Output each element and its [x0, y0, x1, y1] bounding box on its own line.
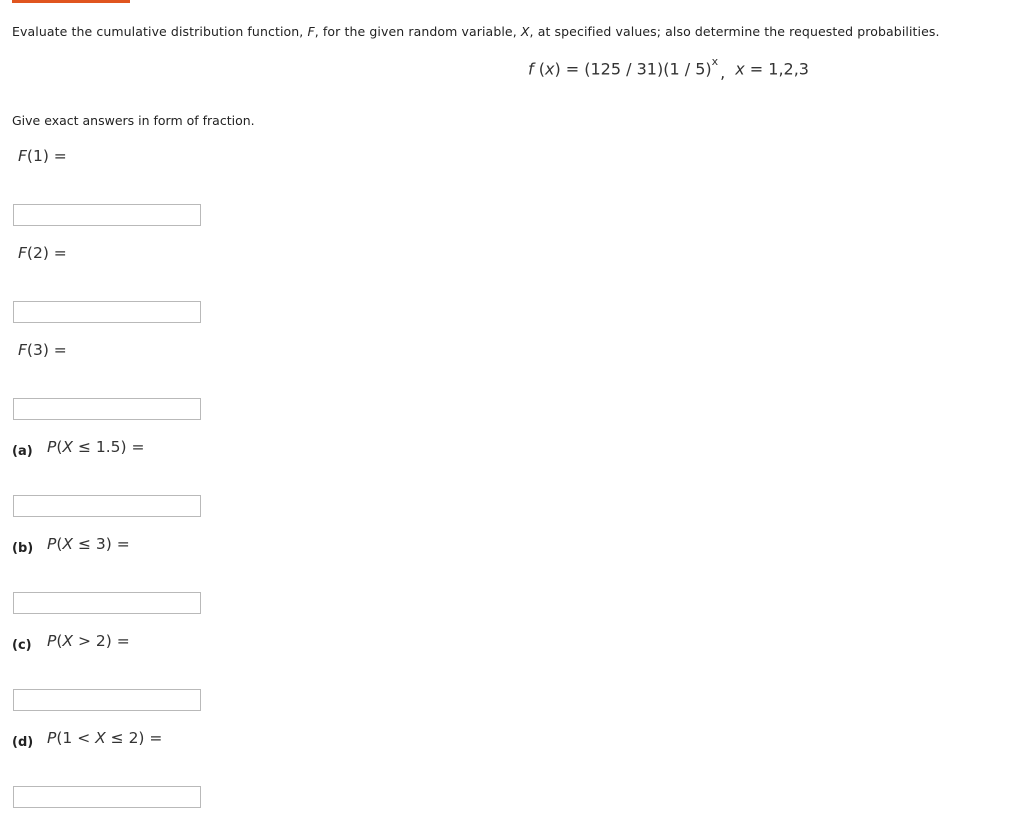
- question-label-a: P(X ≤ 1.5) =: [47, 438, 145, 456]
- question-label-b: P(X ≤ 3) =: [47, 535, 130, 553]
- part-tag-c: (c): [12, 638, 32, 653]
- answer-input-F2[interactable]: [13, 301, 201, 323]
- problem-instructions: Evaluate the cumulative distribution function, F, for the given random variable, X, at specified values; also determine the requested probabilities.: [12, 24, 940, 39]
- answer-format-note: Give exact answers in form of fraction.: [12, 113, 255, 128]
- answer-input-F3[interactable]: [13, 398, 201, 420]
- answer-input-d[interactable]: [13, 786, 201, 808]
- header-accent-strip: [12, 0, 130, 3]
- question-label-d: P(1 < X ≤ 2) =: [47, 729, 163, 747]
- answer-input-c[interactable]: [13, 689, 201, 711]
- question-label-F1: F(1) =: [18, 147, 67, 165]
- question-label-F3: F(3) =: [18, 341, 67, 359]
- pmf-formula: f (x) = (125 / 31)(1 / 5)$^x$, x = 1,2,3: [528, 55, 809, 83]
- part-tag-b: (b): [12, 541, 34, 556]
- answer-input-a[interactable]: [13, 495, 201, 517]
- answer-input-F1[interactable]: [13, 204, 201, 226]
- part-tag-a: (a): [12, 444, 33, 459]
- answer-input-b[interactable]: [13, 592, 201, 614]
- part-tag-d: (d): [12, 735, 34, 750]
- question-label-c: P(X > 2) =: [47, 632, 130, 650]
- question-label-F2: F(2) =: [18, 244, 67, 262]
